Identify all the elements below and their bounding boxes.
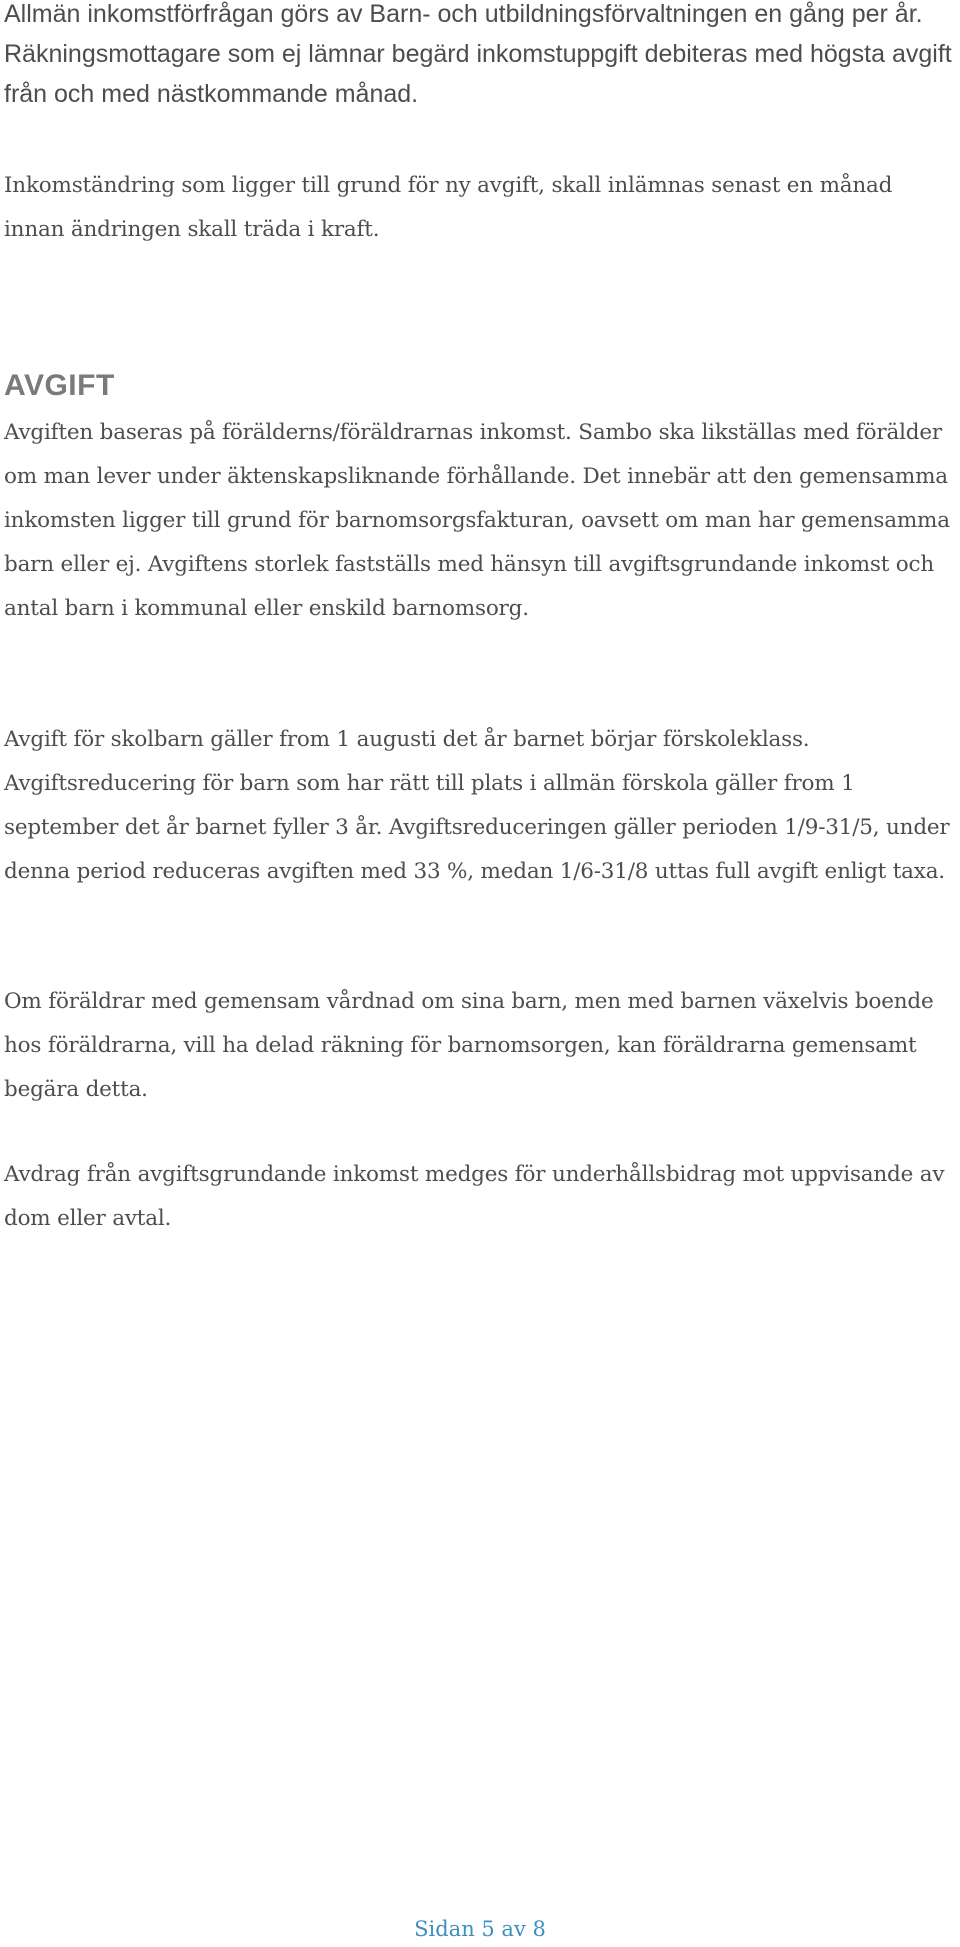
fee-basis-paragraph: Avgiften baseras på förälderns/föräldrarnas inkomst. Sambo ska likställas med förälder om man lever under äktenskapsliknande förhållande. Det innebär att den gemensamma inkomsten ligger till grund för barnomsorgsfakturan, oavsett om man har gemensamma barn eller ej. Avgiftens storlek fastställs med hänsyn till avgiftsgrundande inkomst och antal barn i kommunal eller enskild barnomsorg. (4, 420, 950, 621)
shared-custody-paragraph: Om föräldrar med gemensam vårdnad om sina barn, men med barnen växelvis boende hos föräldrarna, vill ha delad räkning för barnomsorgen, kan föräldrarna gemensamt begära detta. (4, 989, 934, 1102)
intro-paragraph: Allmän inkomstförfrågan görs av Barn- och utbildningsförvaltningen en gång per år. Räkningsmottagare som ej lämnar begärd inkomstuppgift debiteras med högsta avgift från och med nästkommande månad. (4, 0, 952, 108)
deduction-paragraph: Avdrag från avgiftsgrundande inkomst medges för underhållsbidrag mot uppvisande av dom eller avtal. (4, 1162, 945, 1231)
page-number-footer: Sidan 5 av 8 (414, 1917, 546, 1941)
income-change-paragraph: Inkomständring som ligger till grund för ny avgift, skall inlämnas senast en månad innan ändringen skall träda i kraft. (4, 173, 893, 242)
section-heading-avgift: AVGIFT (4, 369, 115, 402)
school-children-paragraph: Avgift för skolbarn gäller from 1 augusti det år barnet börjar förskoleklass. Avgiftsreducering för barn som har rätt till plats i allmän förskola gäller from 1 september det år barnet fyller 3 år. Avgiftsreduceringen gäller perioden 1/9-31/5, under denna period reduceras avgiften med 33 %, medan 1/6-31/8 uttas full avgift enligt taxa. (4, 727, 950, 884)
